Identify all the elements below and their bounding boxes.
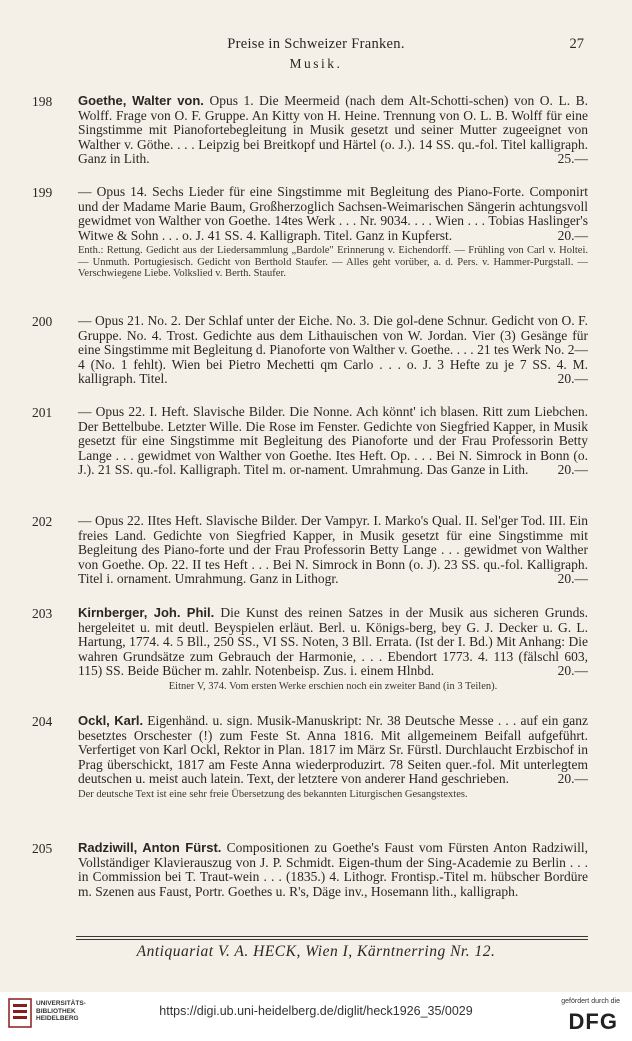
section-heading: Musik. <box>289 56 343 71</box>
entry-number: 204 <box>32 714 53 729</box>
entry-body <box>78 405 588 478</box>
footer-rule <box>76 936 588 937</box>
entry-price: 20.— <box>557 227 588 243</box>
entry-text: — Opus 21. No. 2. Der Schlaf unter der Eiche. No. 3. Die gol-dene Schnur. Gedicht von O. F. Gruppe. No. 4. Trost. Gedichte aus dem Lithauischen von W. Jordan. Vier (3) Gesänge für eine Singstimme mit Begleitung d. Pianoforte von Walther v. Goethe. . . . 21 tes Werk No. 2—4 (No. 1 fehlt). Wien bei Pietro Mechetti qm Carlo . . . o. J. 3 Hefte zu je 7 SS. 4. M. kalligraph. Titel. <box>78 313 588 387</box>
entry-text: Opus 1. Die Meermeid (nach dem Alt-Schotti-schen) von O. L. B. Wolff. Frage von O. F. Gruppe. An Kitty von H. Heine. Trennung von O. L. B. Wolff für eine Singstimme mit Pianofortebegleitung in Musik gesetzt und seiner Mutter zugeeignet von Walther v. Göthe. . . . Leipzig bei Breitkopf und Härtel (o. J.). 14 SS. qu.-fol. Titel kalligraph. Ganz in Lith. <box>78 93 589 167</box>
entry-note: Der deutsche Text ist eine sehr freie Übersetzung des bekannten Liturgischen Gesangstextes. <box>78 788 468 800</box>
entry-price: 20.— <box>557 371 588 387</box>
library-name: UNIVERSITÄTS- BIBLIOTHEK HEIDELBERG <box>36 1000 86 1022</box>
catalog-entry-205 <box>32 841 588 899</box>
footer-rule <box>76 939 588 940</box>
entry-number: 199 <box>32 185 53 200</box>
permalink-url[interactable]: https://digi.ub.uni-heidelberg.de/diglit/heck1926_35/0029 <box>159 1004 473 1018</box>
entry-number: 198 <box>32 94 53 109</box>
entry-price: 20.— <box>557 663 588 679</box>
entry-text: — Opus 14. Sechs Lieder für eine Singstimme mit Begleitung des Piano-Forte. Componirt und der Madame Marie Baum, Großherzoglich Sachsen-Weimarischen Sängerin achtungsvoll gewidmet von Walther von Goethe. 14tes Werk . . . Nr. 9034. . . . Wien . . . Tobias Haslinger's Witwe & Sohn . . . o. J. 41 SS. 4. Kalligraph. Titel. Ganz in Kupferst. <box>78 184 588 243</box>
publisher-footer: Antiquariat V. A. HECK, Wien I, Kärntnerring Nr. 12. <box>136 943 496 960</box>
entry-author: Goethe, Walter von. <box>78 93 204 108</box>
running-header: Preise in Schweizer Franken. <box>227 36 405 52</box>
entry-number: 202 <box>32 514 53 529</box>
catalog-entry-201 <box>32 405 588 478</box>
entry-body <box>78 514 588 587</box>
funded-by-label: gefördert durch die <box>561 998 620 1005</box>
entry-body <box>78 606 588 679</box>
entry-number: 200 <box>32 314 53 329</box>
entry-number: 205 <box>32 841 53 856</box>
entry-body <box>78 714 588 787</box>
catalog-entry-203 <box>32 606 588 692</box>
entry-author: Radziwill, Anton Fürst. <box>78 840 222 855</box>
entry-text: — Opus 22. I. Heft. Slavische Bilder. Die Nonne. Ach könnt' ich blasen. Ritt zum Liebchen. Der Bettelbube. Letzter Wille. Die Rose im Fenster. Gedichte von Siegfried Kapper, in Musik gesetzt für eine Singstimme mit Begleitung des Pianoforte und der Frau Professorin Betty Lange . . . gewidmet von Walther von Goethe. Ites Heft. Op. . . . Bei N. Simrock in Bonn (o. J.). 21 SS. qu.-fol. Kalligraph. Titel m. or-nament. Umrahmung. Das Ganze in Lith. <box>78 404 588 478</box>
entry-price: 20.— <box>557 771 588 787</box>
entry-body <box>78 185 588 243</box>
entry-text: Compositionen zu Goethe's Faust vom Fürsten Anton Radziwill, Vollständiger Klavierauszug von J. P. Schmidt. Eigen-thum der Sing-Academie zu Berlin . . . in Commission bei T. Traut-wein . . . (1835.) 4. Lithogr. Frontisp.-Titel m. hübscher Bordüre m. Szenen aus Faust, Portr. Goethes u. R's, Däge inv., Hosemann lith., kalligraph. <box>78 840 589 899</box>
entry-price: 20.— <box>557 462 588 478</box>
entry-body <box>78 314 588 387</box>
entry-body <box>78 841 588 899</box>
entry-body <box>78 94 588 167</box>
entry-note: Enth.: Rettung. Gedicht aus der Liedersammlung „Bardole" Erinnerung v. Eichendorff. — Frühling von Carl v. Holtei. — Unmuth. Portugiesisch. Gedicht von Berthold Staufer. — Alles geht vorüber, a. d. Pers. v. Hammer-Purgstall. — Verschwiegene Liebe. Volkslied v. Berth. Staufer. <box>78 245 588 280</box>
viewer-bar <box>0 992 632 1041</box>
entry-note: Eitner V, 374. Vom ersten Werke erschien noch ein zweiter Band (in 3 Teilen). <box>168 680 498 692</box>
catalog-entry-202 <box>32 514 588 587</box>
entry-author: Ockl, Karl. <box>78 713 144 728</box>
entry-author: Kirnberger, Joh. Phil. <box>78 605 215 620</box>
catalog-entry-198 <box>32 94 588 167</box>
entry-number: 201 <box>32 405 53 420</box>
dfg-logo: DFG <box>568 1009 618 1034</box>
entry-text: — Opus 22. IItes Heft. Slavische Bilder. Der Vampyr. I. Marko's Qual. II. Sel'ger Tod. III. Ein freies Land. Gedichte von Siegfried Kapper, in Musik gesetzt für eine Singstimme mit Begleitung des Piano-forte und der Frau Professorin Betty Lange . . . gewidmet von Walther von Goethe. Op. 22. II tes Heft . . . Bei N. Simrock in Bonn (o. J). 23 SS. qu.-fol. Kalligraph. Titel i. ornament. Umrahmung. Ganz in Lithogr. <box>78 513 588 587</box>
catalog-entry-200 <box>32 314 588 387</box>
entry-text: Eigenhänd. u. sign. Musik-Manuskript: Nr. 38 Deutsche Messe . . . auf ein ganz besetztes Orschester (!) zum Feste St. Anna 1816. Mit allgemeinem Beifall aufgeführt. Verfertiget von Karl Ockl, Rektor in Plan. 1817 im März Sr. Fürstl. Durchlaucht Erzbischof in Prag überschickt, 1817 am Feste Anna wiederproduzirt. 78 Seiten quer.-fol. Mit unterlegtem deutschen u. meist auch latein. Text, der letztere von anderer Hand geschrieben. <box>78 713 588 787</box>
catalog-entry-204 <box>32 714 588 800</box>
entry-price: 25.— <box>557 151 588 167</box>
page-number: 27 <box>569 36 584 52</box>
catalog-entry-199 <box>32 185 588 280</box>
entry-price: 20.— <box>557 571 588 587</box>
entry-text: Die Kunst des reinen Satzes in der Musik aus sicheren Grunds. hergeleitet u. mit deutl. Beyspielen erläut. Berl. u. Königs-berg, bey G. J. Decker u. G. L. Hartung, 1774. 4. 5 Bll., 250 SS., VI SS. Noten, 3 Bll. Errata. (Ist der I. Bd.) Mit Anhang: Die wahren Grundsätze zum Gebrauch der Harmonie, . . . Ebendort 1773. 4. 113 (fälschl 603, 115) SS. Beide Bücher m. zahlr. Notenbeisp. Zus. i. einem Hlnbd. <box>78 605 589 679</box>
entry-number: 203 <box>32 606 53 621</box>
